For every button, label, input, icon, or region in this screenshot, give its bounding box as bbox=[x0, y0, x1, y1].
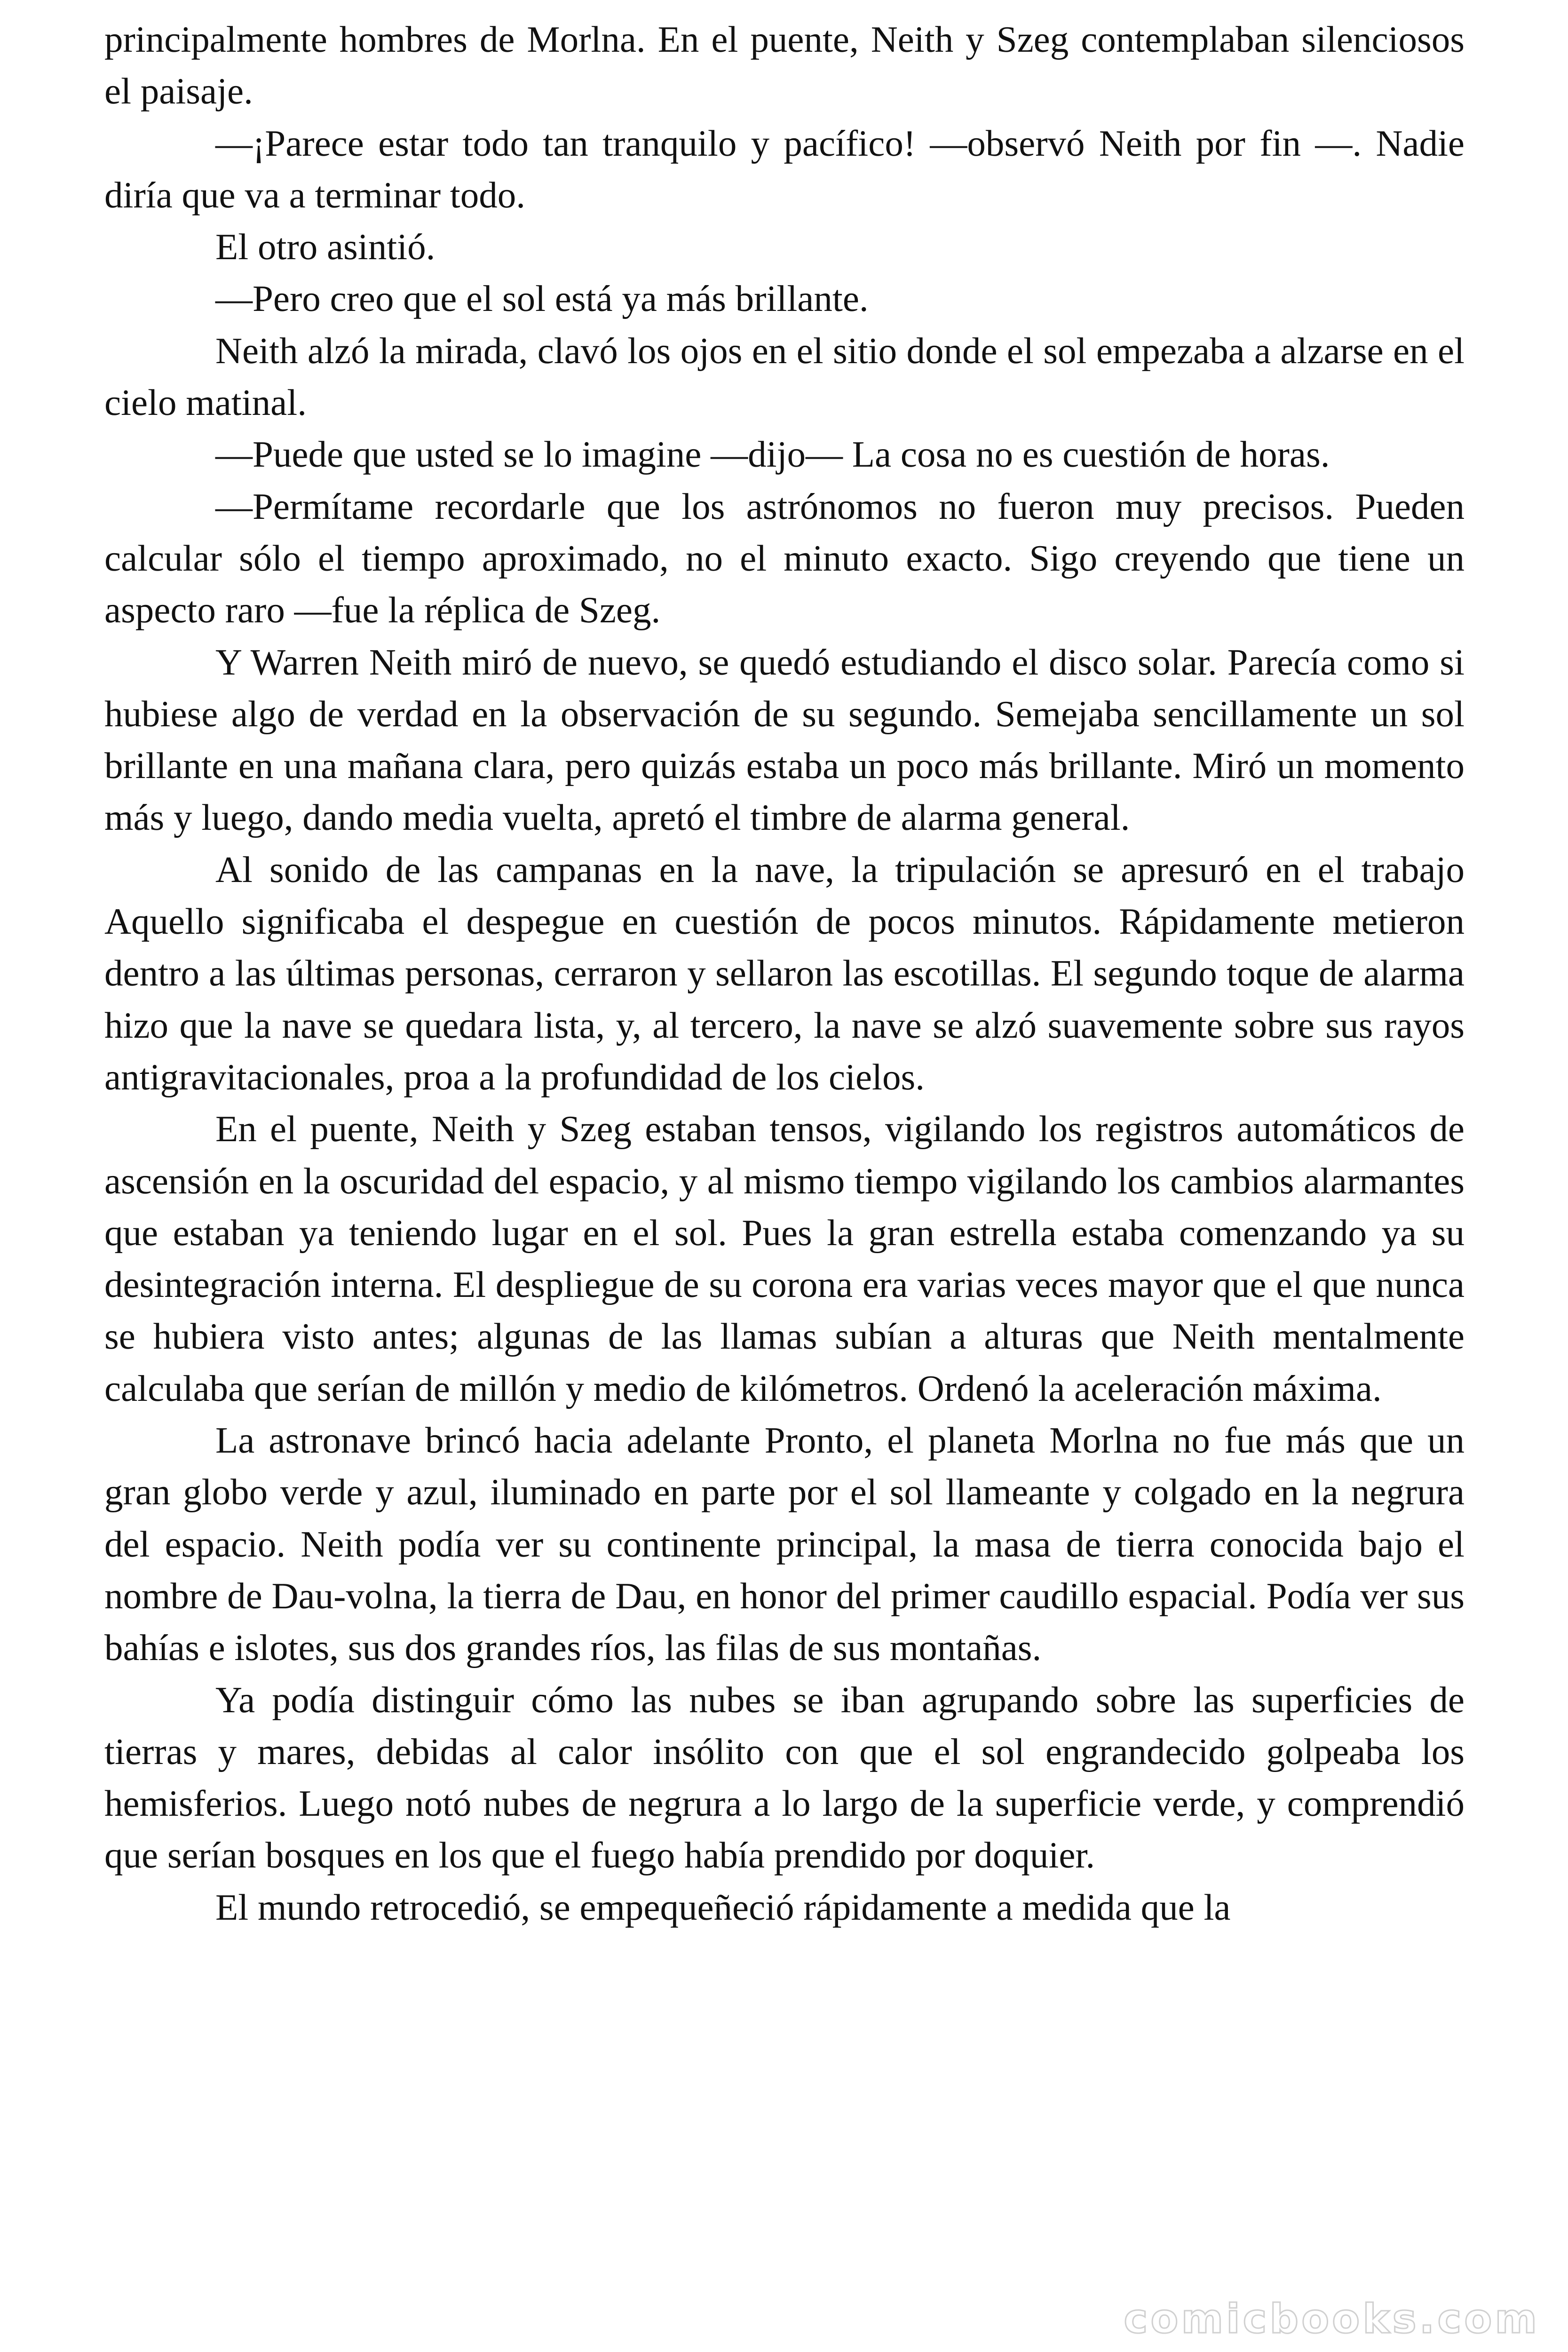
paragraph: Al sonido de las campanas en la nave, la tripulación se apresuró en el trabajo Aquello significaba el despegue en cuestión de pocos minutos. Rápidamente metieron dentro a las últimas personas, cerraron y sellaron las escotillas. El segundo toque de alarma hizo que la nave se quedara lista, y, al tercero, la nave se alzó suavemente sobre sus rayos antigravitacionales, proa a la profundidad de los cielos. bbox=[104, 849, 1465, 1098]
watermark-logo: comicbooks.com bbox=[1124, 2296, 1540, 2343]
paragraph: —Permítame recordarle que los astrónomos no fueron muy precisos. Pueden calcular sólo el tiempo aproximado, no el minuto exacto. Sigo creyendo que tiene un aspecto raro —fue la réplica de Szeg. bbox=[104, 486, 1465, 631]
paragraph: Y Warren Neith miró de nuevo, se quedó estudiando el disco solar. Parecía como si hubiese algo de verdad en la observación de su segundo. Semejaba sencillamente un sol brillante en una mañana clara, pero quizás estaba un poco más brillante. Miró un momento más y luego, dando media vuelta, apretó el timbre de alarma general. bbox=[104, 642, 1465, 839]
paragraph: Neith alzó la mirada, clavó los ojos en el sitio donde el sol empezaba a alzarse en el cielo matinal. bbox=[104, 330, 1465, 424]
paragraph: —Pero creo que el sol está ya más brillante. bbox=[215, 278, 869, 320]
paragraph: El mundo retrocedió, se empequeñeció rápidamente a medida que la bbox=[215, 1887, 1231, 1928]
body-text bbox=[104, 14, 1465, 1934]
paragraph: En el puente, Neith y Szeg estaban tensos, vigilando los registros automáticos de ascensión en la oscuridad del espacio, y al mismo tiempo vigilando los cambios alarmantes que estaban ya teniendo lugar en el sol. Pues la gran estrella estaba comenzando ya su desintegración interna. El despliegue de su corona era varias veces mayor que el que nunca se hubiera visto antes; algunas de las llamas subían a alturas que Neith mentalmente calculaba que serían de millón y medio de kilómetros. Ordenó la aceleración máxima. bbox=[104, 1109, 1465, 1409]
paragraph: —Puede que usted se lo imagine —dijo— La cosa no es cuestión de horas. bbox=[215, 434, 1330, 476]
paragraph: Ya podía distinguir cómo las nubes se iban agrupando sobre las superficies de tierras y mares, debidas al calor insólito con que el sol engrandecido golpeaba los hemisferios. Luego notó nubes de negrura a lo largo de la superficie verde, y comprendió que serían bosques en los que el fuego había prendido por doquier. bbox=[104, 1679, 1465, 1876]
paragraph: —¡Parece estar todo tan tranquilo y pacífico! —observó Neith por fin —. Nadie diría que va a terminar todo. bbox=[104, 123, 1465, 216]
paragraph: El otro asintió. bbox=[215, 227, 436, 268]
paragraph: La astronave brincó hacia adelante Pronto, el planeta Morlna no fue más que un gran globo verde y azul, iluminado en parte por el sol llameante y colgado en la negrura del espacio. Neith podía ver su continente principal, la masa de tierra conocida bajo el nombre de Dau-volna, la tierra de Dau, en honor del primer caudillo espacial. Podía ver sus bahías e islotes, sus dos grandes ríos, las filas de sus montañas. bbox=[104, 1420, 1465, 1669]
paragraph: principalmente hombres de Morlna. En el puente, Neith y Szeg contemplaban silenciosos el paisaje. bbox=[104, 19, 1465, 112]
